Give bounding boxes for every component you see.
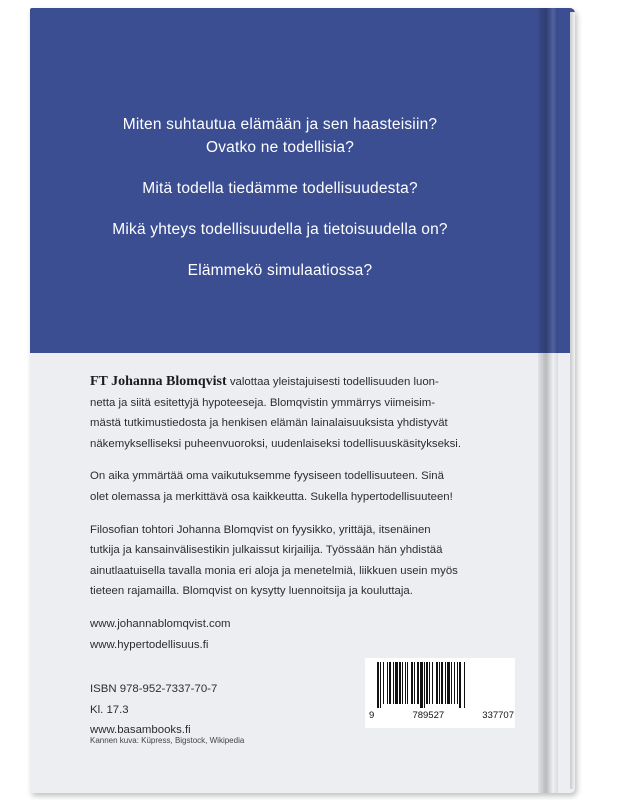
barcode-bar xyxy=(393,662,394,704)
barcode-bar xyxy=(399,662,401,704)
website-link-author: www.johannablomqvist.com xyxy=(90,617,231,630)
author-bio xyxy=(90,520,510,602)
website-link-book: www.hypertodellisuus.fi xyxy=(90,638,209,651)
paragraph-line: Filosofian tohtori Johanna Blomqvist on fyysikko, yrittäjä, itsenäinen xyxy=(90,523,431,536)
author-name: FT Johanna Blomqvist xyxy=(90,374,227,389)
barcode-digits xyxy=(369,710,514,721)
question-group xyxy=(30,259,530,282)
paragraph-line: ainutlaatuisella tavalla monia eri aloja ja menetelmiä, liikkuen usein myös xyxy=(90,564,458,577)
question-line: Mikä yhteys todellisuudella ja tietoisuudella on? xyxy=(112,221,448,238)
barcode-digit-group: 337707 xyxy=(482,710,514,721)
barcode-bar xyxy=(380,662,381,708)
barcode-bar xyxy=(459,662,461,708)
intro-paragraph xyxy=(90,372,510,454)
barcode-bar xyxy=(407,662,408,704)
barcode-bars xyxy=(373,662,511,708)
barcode-bar xyxy=(441,662,443,704)
intro-line: netta ja siitä esitettyjä hypoteeseja. Blomqvistin ymmärrys viimeisim- xyxy=(90,396,435,409)
intro-line: näkemykselliseksi puheenvuoroksi, uudenlaiseksi todellisuuskäsitykseksi. xyxy=(90,437,462,450)
barcode-digit-group: 789527 xyxy=(412,710,445,721)
barcode-bar xyxy=(387,662,388,704)
paragraph-line: tieteen rajamailla. Blomqvist on kysytty luennoitsija ja kouluttaja. xyxy=(90,585,413,598)
publisher-url: www.basambooks.fi xyxy=(90,724,191,737)
barcode-bar xyxy=(429,662,430,704)
barcode-bar xyxy=(420,662,423,708)
barcode-bar xyxy=(414,662,415,704)
intro-line: valottaa yleistajuisesti todellisuuden luon- xyxy=(229,376,439,388)
library-class: Kl. 17.3 xyxy=(90,703,129,716)
barcode-bar xyxy=(402,662,403,704)
barcode-bar xyxy=(447,662,450,704)
barcode xyxy=(365,658,515,728)
question-group xyxy=(30,218,530,241)
barcode-bar xyxy=(445,662,446,704)
paragraph-line: olet olemassa ja merkittävä osa kaikkeutta. Sukella hypertodellisuuteen! xyxy=(90,490,453,503)
question-group xyxy=(30,177,530,200)
barcode-bar xyxy=(405,662,406,704)
isbn: ISBN 978-952-7337-70-7 xyxy=(90,683,218,696)
barcode-digit-group: 9 xyxy=(369,710,375,721)
barcode-bar xyxy=(464,662,465,708)
barcode-bar xyxy=(417,662,419,704)
page-edge xyxy=(570,12,575,789)
question-line: Mitä todella tiedämme todellisuudesta? xyxy=(142,180,418,197)
links xyxy=(90,614,510,655)
barcode-bar xyxy=(411,662,413,704)
barcode-bar xyxy=(383,662,384,704)
question-group xyxy=(30,113,530,159)
barcode-bar xyxy=(424,662,425,708)
question-line: Miten suhtautua elämään ja sen haasteisiin? xyxy=(122,116,438,133)
barcode-bar xyxy=(389,662,391,704)
paragraph-2 xyxy=(90,466,510,507)
barcode-bar xyxy=(439,662,440,704)
barcode-bar xyxy=(454,662,455,704)
barcode-bar xyxy=(436,662,438,704)
barcode-bar xyxy=(451,662,452,704)
cover-credits: Kannen kuva: Küpress, Bigstock, Wikipedia xyxy=(90,736,245,745)
intro-line: mästä tutkimustiedosta ja henkisen elämän lainalaisuuksista yhdistyvät xyxy=(90,417,448,430)
barcode-bar xyxy=(395,662,398,704)
spine-hinge xyxy=(538,8,558,793)
question-line: Elämmekö simulaatiossa? xyxy=(187,262,373,279)
barcode-bar xyxy=(377,662,379,708)
questions-block xyxy=(30,113,530,300)
paragraph-line: On aika ymmärtää oma vaikutuksemme fyysiseen todellisuuteen. Sinä xyxy=(90,470,444,483)
barcode-bar xyxy=(457,662,458,704)
barcode-bar xyxy=(432,662,433,704)
paragraph-line: tutkija ja kansainvälisestikin julkaissut kirjailija. Työssään hän yhdistää xyxy=(90,544,443,557)
question-line: Ovatko ne todellisia? xyxy=(205,139,355,156)
barcode-bar xyxy=(426,662,428,704)
